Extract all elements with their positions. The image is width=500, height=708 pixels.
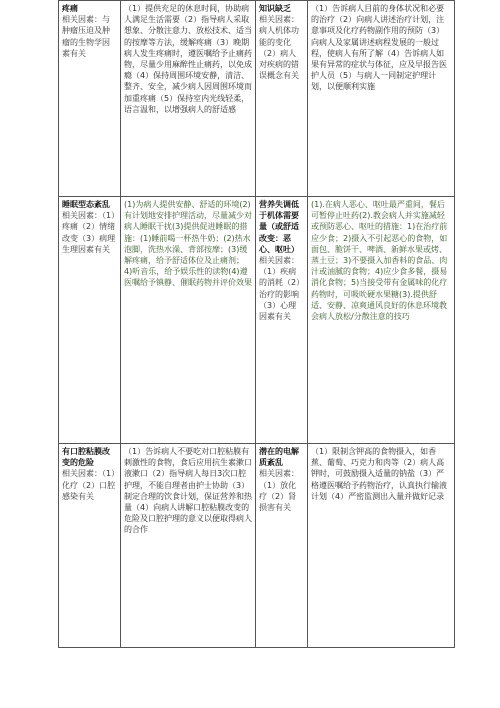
diagnosis-cell [256,1,308,197]
diagnosis-cell [256,444,308,648]
diagnosis-title: 知识缺乏 [259,4,291,13]
care-measures: (1).在病人恶心、呕吐最严重间，餐后可暂停止吐药(2).教会病人并实施减轻或预防恶心、呕吐的措施：1)在治疗前应少食；2)摄入不引起恶心的食物，如面包、脆饼干、啤酒、新鲜水果或烤、蒸土豆；3)不要摄入加香料的食品、肉汁或油腻的食物；4)应少食多餐，摄易消化食物；5)当接受带有金属味的化疗药物时，可吸吮硬水果糖(3).提供舒适、安静、凉爽通风良好的休息环境教会病人放松/分散注意的技巧 [311,200,448,322]
diagnosis-title: 睡眠型态紊乱 [62,200,110,209]
diagnosis-cell [59,444,121,648]
related-factors: 相关因素：与肿瘤压迫及肿瘤的生物学因素有关 [62,15,110,58]
diagnosis-cell [59,197,121,444]
related-factors: 相关因素：（1）疼痛（2）情绪改变（3）病理生理因素有关 [62,211,116,254]
care-measures: (1)为病人提供安静、舒适的环境(2)有计划地安排护理活动，尽量减少对病人睡眠干扰(3)提供促进睡眠的措施：(1)睡前喝一杯热牛奶；(2)热水泡脚，洗热水澡、背部按摩；(3)缓解疼痛，给予舒适体位及止痛剂；4)听音乐，给予娱乐性的读物(4)遵医嘱给予镇静、催眠药物并评价效果 [124,200,252,288]
related-factors: 相关因素：（1）疾病的消耗（2）治疗的影响（3）心理因素有关 [259,256,301,322]
diagnosis-cell [256,197,308,444]
diagnosis-title: 疼痛 [62,4,78,13]
table-row [59,1,455,197]
measures-cell [308,444,455,648]
related-factors: 相关因素：（1）放化疗（2）肾损害有关 [259,469,299,513]
table-row [59,197,455,444]
related-factors: 相关因素：病人机体功能的变化（2）病人对疾病的错误概念有关 [259,15,299,81]
table-row [59,444,455,648]
measures-cell [121,197,256,444]
diagnosis-title: 有口腔粘膜改变的危险 [62,447,110,468]
care-measures: （1）告诉病人不要吃对口腔粘膜有刺激性的食物，食后应用抗生素漱口液漱口（2）指导病人每日3次口腔护理，不能自理者由护士协助（3）制定合理的饮食计划，保证营养和热量（4）向病人讲解口腔粘膜改变的危险及口腔护理的意义以便取得病人的合作 [124,447,252,535]
care-measures: （1）提供充足的休息时间，协助病人满足生活需要（2）指导病人采取想象、分散注意力、放松技术、适当的按摩等方法，缓解疼痛（3）晚期病人发生疼痛时，遵医嘱给予止痛药物，尽量少用麻醉性止痛药，以免成瘾（4）保持周围环境安静，清洁、整齐、安全，减少病人因周围环境而加重疼痛（5）保持室内光线轻柔，语言温和，以增强病人的舒适感 [124,4,252,114]
related-factors: 相关因素：（1）化疗（2）口腔感染有关 [62,469,116,501]
diagnosis-cell [59,1,121,197]
care-measures: （1）告诉病人目前的身体状况和必要的治疗（2）向病人讲述治疗计划，注意事项及化疗药物副作用的预防（3）向病人及家属讲述病程发展的一般过程，使病人有所了解（4）告诉病人如果有异常的症状与体征，应及早报告医护人员（5）与病人一同制定护理计划，以便顺利实施 [311,4,447,92]
measures-cell [308,197,455,444]
diagnosis-title: 营养失调低于机体需要量（或舒适改变：恶心、呕吐） [259,200,299,254]
care-measures: （1）限制含钾高的食物摄入，如香蕉、葡萄、巧克力和肉等（2）病人高钾时，可鼓励摄入适量的钠盐（3）严格遵医嘱给予药物治疗，认真执行输液计划（4）严密监测出入量并做好记录 [311,447,447,501]
diagnosis-title: 潜在的电解质紊乱 [259,447,299,468]
measures-cell [121,444,256,648]
nursing-care-table [58,0,455,648]
measures-cell [308,1,455,197]
measures-cell [121,1,256,197]
